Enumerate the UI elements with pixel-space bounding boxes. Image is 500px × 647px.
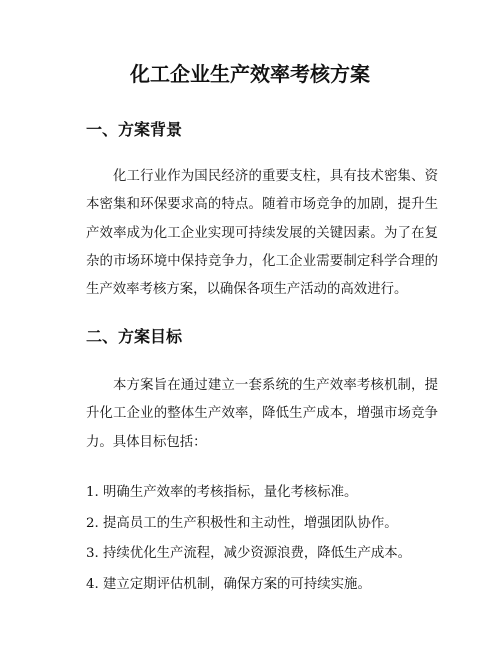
section-paragraph-background: 化工行业作为国民经济的重要支柱，具有技术密集、资本密集和环保要求高的特点。随着市场竞争的加剧，提升生产效率成为化工企业实现可持续发展的关键因素。为了在复杂的市场环境中保持竞争力，化工企业需要制定科学合理的生产效率考核方案，以确保各项生产活动的高效进行。 — [86, 169, 438, 298]
list-item: 3. 持续优化生产流程，减少资源浪费，降低生产成本。 — [86, 546, 412, 561]
document-title: 化工企业生产效率考核方案 — [130, 62, 370, 86]
list-item: 4. 建立定期评估机制，确保方案的可持续实施。 — [86, 576, 371, 592]
list-item: 2. 提高员工的生产积极性和主动性，增强团队协作。 — [86, 515, 398, 531]
goals-list — [86, 478, 456, 600]
section-paragraph-goals: 本方案旨在通过建立一套系统的生产效率考核机制，提升化工企业的整体生产效率，降低生产成本，增强市场竞争力。具体目标包括： — [86, 378, 438, 450]
section-heading-goals: 二、方案目标 — [86, 327, 183, 346]
list-item: 1. 明确生产效率的考核指标，量化考核标准。 — [86, 485, 358, 500]
section-heading-background: 一、方案背景 — [86, 120, 183, 139]
